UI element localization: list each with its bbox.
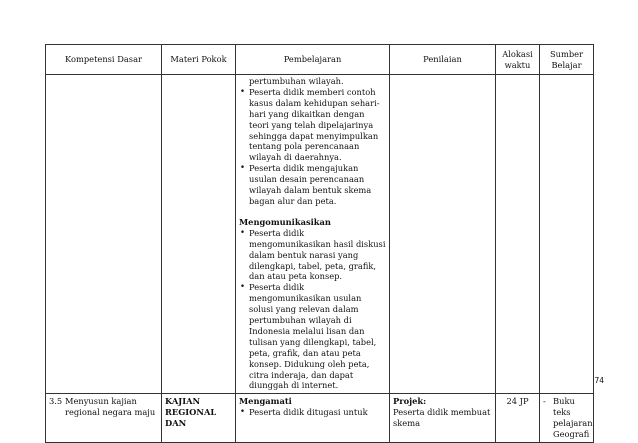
bullet-list (239, 228, 386, 392)
alokasi-value: 24 JP (506, 396, 529, 407)
penilaian-cell (390, 394, 496, 443)
header-sumber-belajar: Sumber Belajar (540, 45, 594, 75)
kd-cell-empty (46, 75, 162, 394)
section-title-mengomunikasikan: Mengomunikasikan (239, 216, 331, 227)
bullet-list (239, 407, 386, 418)
header-penilaian: Penilaian (390, 45, 496, 75)
bullet-list (239, 87, 386, 207)
table-row (46, 394, 594, 443)
header-materi-pokok: Materi Pokok (162, 45, 236, 75)
kd-text: Menyusun kajian regional negara maju (65, 396, 156, 418)
header-kompetensi-dasar: Kompetensi Dasar (46, 45, 162, 75)
dash-marker: - (543, 396, 546, 407)
sumber-cell-empty (540, 75, 594, 394)
materi-cell (162, 394, 236, 443)
continuation-text: pertumbuhan wilayah. (249, 76, 344, 86)
sumber-cell (540, 394, 594, 443)
page-number: 74 (594, 376, 604, 385)
kd-number: 3.5 (49, 396, 63, 407)
penilaian-text: Peserta didik membuat skema (393, 407, 491, 429)
table-header-row (46, 45, 594, 75)
syllabus-table (45, 44, 594, 443)
header-pembelajaran: Pembelajaran (236, 45, 390, 75)
penilaian-cell-empty (390, 75, 496, 394)
list-item: • Peserta didik mengajukan usulan desain perencanaan wilayah dalam bentuk skema bagan alur dan peta. (239, 163, 386, 207)
kd-cell (46, 394, 162, 443)
alokasi-cell-empty (496, 75, 540, 394)
materi-text: KAJIAN REGIONAL DAN (165, 396, 217, 429)
alokasi-cell (496, 394, 540, 443)
sumber-text: Buku teks pelajaran Geografi (553, 396, 593, 440)
list-item: • Peserta didik ditugasi untuk (239, 407, 386, 418)
pembelajaran-cell (236, 394, 390, 443)
table-row (46, 75, 594, 394)
list-item: • Peserta didik mengomunikasikan usulan solusi yang relevan dalam pertumbuhan wilayah di Indonesia melalui lisan dan tulisan yang dilengkapi, tabel, peta, grafik, dan atau peta konsep. Didukung oleh peta, citra inderaja, dan dapat diunggah di internet. (239, 282, 386, 391)
list-item: • Peserta didik mengomunikasikan hasil diskusi dalam bentuk narasi yang dilengkapi, tabel, peta, grafik, dan atau peta konsep. (239, 228, 386, 283)
header-alokasi-waktu: Alokasi waktu (496, 45, 540, 75)
penilaian-title: Projek: (393, 396, 427, 407)
materi-cell-empty (162, 75, 236, 394)
section-title-mengamati: Mengamati (239, 396, 292, 407)
list-item: • Peserta didik memberi contoh kasus dalam kehidupan sehari-hari yang dikaitkan dengan teori yang telah dipelajarinya sehingga dapat menyimpulkan tentang pola perencanaan wilayah di daerahnya. (239, 87, 386, 163)
pembelajaran-cell (236, 75, 390, 394)
